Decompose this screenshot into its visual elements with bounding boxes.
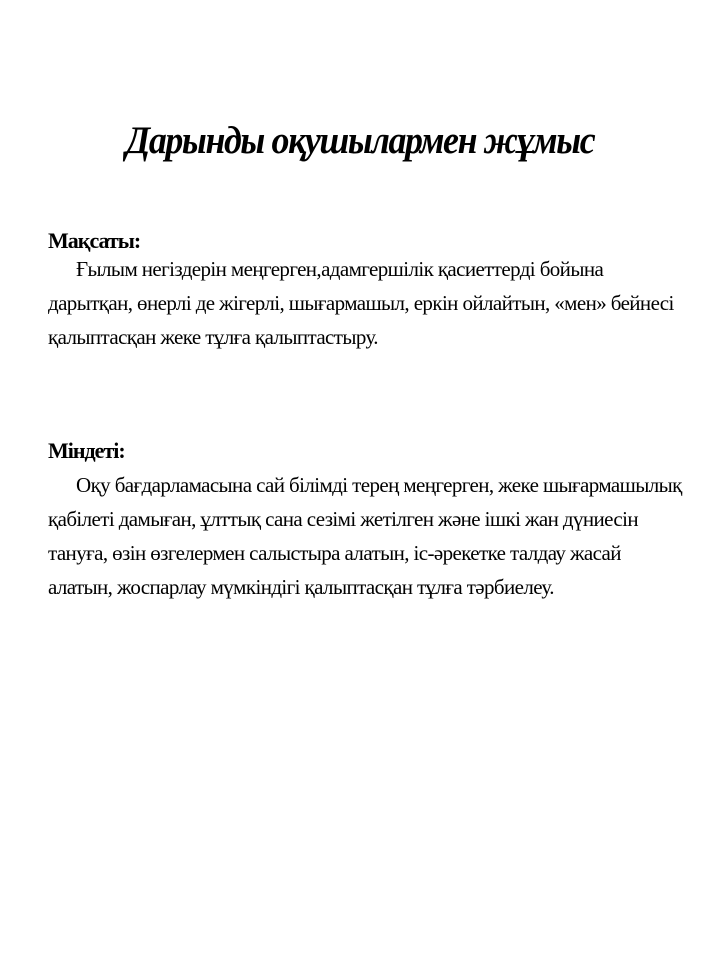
goal-text: Ғылым негіздерін меңгерген,адамгершілік қасиеттерді бойына дарытқан, өнерлі де жігерлі, шығармашыл, еркін ойлайтын, «мен» бейнесі қалыптасқан жеке тұлға қалыптастыру. [48, 257, 674, 349]
task-text: Оқу бағдарламасына сай білімді терең меңгерген, жеке шығармашылық қабілеті дамыған, ұлттық сана сезімі жетілген және ішкі жан дүниесін тануға, өзін өзгелермен салыстыра алатын, іс-әрекетке талдау жасай алатын, жоспарлау мүмкіндігі қалыптасқан тұлға тәрбиелеу. [48, 473, 682, 599]
page-title: Дарынды оқушылармен жұмыс [125, 119, 595, 162]
goal-heading: Мақсаты: [48, 228, 141, 253]
task-heading: Міндеті: [48, 438, 125, 463]
